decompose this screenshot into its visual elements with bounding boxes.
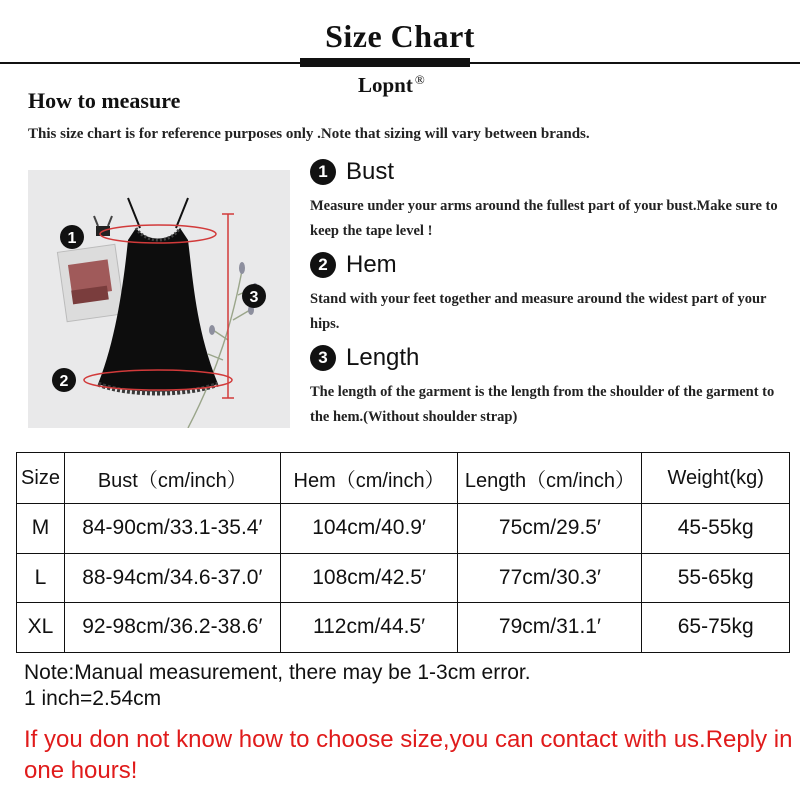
cell-weight: 65-75kg bbox=[642, 603, 790, 653]
header-length: Length（cm/inch） bbox=[458, 453, 642, 504]
cell-hem: 112cm/44.5′ bbox=[280, 603, 458, 653]
marker-2 bbox=[52, 368, 76, 392]
note-error-line: Note:Manual measurement, there may be 1-3cm error. bbox=[24, 661, 531, 684]
marker-3 bbox=[242, 284, 266, 308]
cell-bust: 84-90cm/33.1-35.4′ bbox=[64, 504, 280, 554]
header-size: Size bbox=[17, 453, 65, 504]
how-to-measure-heading: How to measure bbox=[28, 88, 181, 113]
cell-length: 79cm/31.1′ bbox=[458, 603, 642, 653]
number-3-icon: 3 bbox=[310, 345, 336, 371]
hem-description: Stand with your feet together and measure around the widest part of your hips. bbox=[310, 291, 767, 332]
cell-weight: 45-55kg bbox=[642, 504, 790, 554]
cell-size: XL bbox=[17, 603, 65, 653]
hem-heading bbox=[310, 251, 397, 279]
length-label: Length bbox=[346, 344, 420, 371]
svg-text:1: 1 bbox=[67, 230, 77, 247]
title-rule-right bbox=[470, 62, 800, 64]
cell-length: 77cm/30.3′ bbox=[458, 553, 642, 603]
page-title: Size Chart bbox=[325, 18, 475, 54]
bust-heading bbox=[310, 158, 394, 186]
table-row bbox=[17, 603, 790, 653]
table-row bbox=[17, 553, 790, 603]
note-conversion-line: 1 inch=2.54cm bbox=[24, 687, 162, 710]
title-underline-bar bbox=[300, 58, 470, 67]
svg-text:2: 2 bbox=[59, 373, 69, 390]
table-header-row bbox=[17, 453, 790, 504]
hem-label: Hem bbox=[346, 251, 397, 278]
size-table bbox=[16, 452, 790, 653]
cell-hem: 104cm/40.9′ bbox=[280, 504, 458, 554]
cell-hem: 108cm/42.5′ bbox=[280, 553, 458, 603]
header-hem: Hem（cm/inch） bbox=[280, 453, 458, 504]
bust-description: Measure under your arms around the fullest part of your bust.Make sure to keep the tape level ! bbox=[310, 198, 778, 239]
marker-1 bbox=[60, 225, 84, 249]
cell-size: M bbox=[17, 504, 65, 554]
cell-length: 75cm/29.5′ bbox=[458, 504, 642, 554]
bust-label: Bust bbox=[346, 158, 395, 185]
brand-name bbox=[358, 72, 425, 98]
number-1-icon: 1 bbox=[310, 159, 336, 185]
measurement-note bbox=[24, 660, 531, 712]
brand-label: Lopnt bbox=[358, 73, 413, 97]
number-2-icon: 2 bbox=[310, 252, 336, 278]
length-heading bbox=[310, 344, 419, 372]
product-photo bbox=[28, 170, 290, 428]
title-wrap bbox=[0, 18, 800, 55]
header-bust: Bust（cm/inch） bbox=[64, 453, 280, 504]
registered-mark: ® bbox=[414, 72, 425, 87]
size-disclaimer: This size chart is for reference purposes only .Note that sizing will vary between brands. bbox=[28, 126, 590, 142]
title-rule-left bbox=[0, 62, 300, 64]
cell-bust: 92-98cm/36.2-38.6′ bbox=[64, 603, 280, 653]
table-row bbox=[17, 504, 790, 554]
dress-illustration bbox=[28, 170, 290, 428]
cell-size: L bbox=[17, 553, 65, 603]
svg-text:3: 3 bbox=[249, 289, 259, 306]
binder-clip bbox=[94, 216, 112, 236]
contact-message: If you don not know how to choose size,you can contact with us.Reply in one hours! bbox=[24, 726, 793, 784]
cell-weight: 55-65kg bbox=[642, 553, 790, 603]
length-description: The length of the garment is the length from the shoulder of the garment to the hem.(Without shoulder strap) bbox=[310, 384, 775, 425]
cell-bust: 88-94cm/34.6-37.0′ bbox=[64, 553, 280, 603]
header-weight: Weight(kg) bbox=[642, 453, 790, 504]
background-card bbox=[57, 244, 124, 321]
